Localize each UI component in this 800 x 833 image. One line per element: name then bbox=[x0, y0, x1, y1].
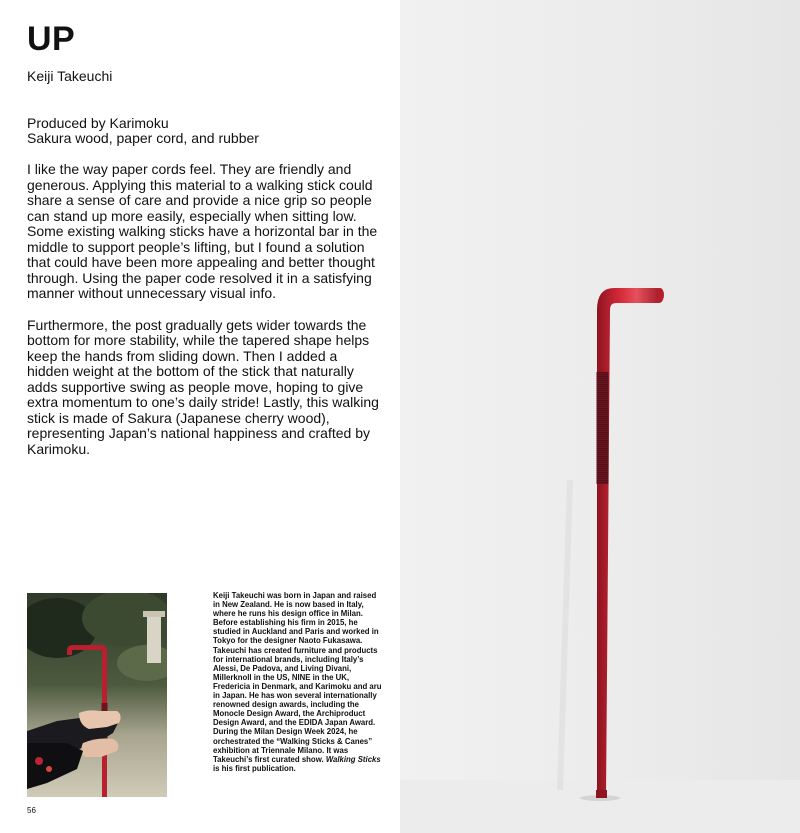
product-photo bbox=[400, 0, 800, 833]
page-title: UP bbox=[27, 20, 76, 58]
book-title: Walking Sticks bbox=[325, 754, 381, 764]
designer-photo bbox=[27, 593, 167, 797]
author-name: Keiji Takeuchi bbox=[27, 68, 113, 84]
body-paragraph-2: Furthermore, the post gradually gets wider towards the bottom for more stability, while the tapered shape helps keep the hands from sliding down. Then I added a hidden weight at the bottom of the stick that naturally adds supportive swing as people move, hoping to give extra momentum to one’s daily stride! Lastly, this walking stick is made of Sakura (Japanese cherry wood), representing Japan’s national happiness and crafted by Karimoku. bbox=[27, 316, 379, 457]
page-number: 56 bbox=[27, 806, 36, 815]
cane-cord-grip bbox=[597, 372, 609, 484]
body-paragraph-1: I like the way paper cords feel. They are friendly and generous. Applying this material to a walking stick could share a sense of care and provide a nice grip so people can stand up more easily, especially when sitting low. Some existing walking sticks have a horizontal bar in the middle to support people’s lifting, but I found a solution that could have been more appealing and better thought through. Using the paper code resolved it in a satisfying manner without unnecessary visual info. bbox=[27, 161, 378, 301]
designer-bio bbox=[213, 591, 383, 773]
body-text bbox=[27, 162, 379, 473]
product-credits bbox=[27, 116, 387, 146]
bio-text: Keiji Takeuchi was born in Japan and raised in New Zealand. He is now based in Italy, where he runs his design office in Milan. Before establishing his firm in 2015, he studied in Auckland and Paris and worked in Tokyo for the designer Naoto Fukasawa. Takeuchi has created furniture and products for international brands, including Italy’s Alessi, De Padova, and Living Divani, Millerknoll in the US, NINE in the UK, Fredericia in Denmark, and Karimoku and aru in Japan. He has won several internationally renowned design awards, including the Monocle Design Award, the Archiproduct Design Award, and the EDIDA Japan Award. During the Milan Design Week 2024, he orchestrated the “Walking Sticks & Canes” exhibition at Triennale Milano. It was Takeuchi’s first curated show. bbox=[213, 591, 382, 764]
producer-line: Produced by Karimoku bbox=[27, 115, 169, 131]
materials-line: Sakura wood, paper cord, and rubber bbox=[27, 130, 259, 146]
bio-closing: is his first publication. bbox=[213, 763, 296, 773]
